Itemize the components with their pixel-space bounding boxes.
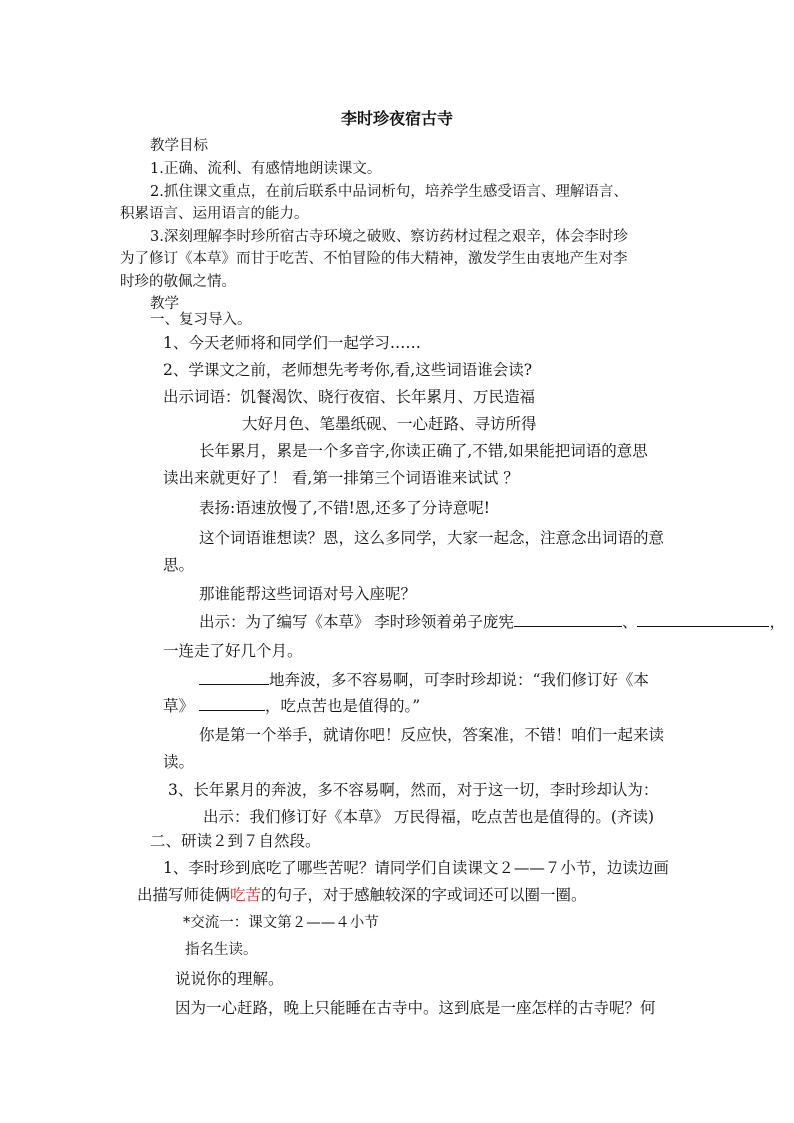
paragraph: 2、学课文之前，老师想先考考你,看,这些词语谁会读? — [163, 361, 533, 379]
fill-text: 草》 — [163, 697, 195, 715]
goal-item-1: 1.正确、流利、有感情地朗读课文。 — [150, 161, 382, 177]
paragraph: 因为一心赶路，晚上只能睡在古寺中。这到底是一座怎样的古寺呢？何 — [175, 999, 656, 1017]
goal-item-2: 2.抓住课文重点，在前后联系中品词析句，培养学生感受语言、理解语言、 — [150, 184, 628, 200]
fill-blank-line-1-cont: 一连走了好几个月。 — [163, 642, 303, 660]
answer-blank[interactable] — [637, 611, 769, 627]
answer-blank[interactable] — [514, 611, 622, 627]
fill-text: 出示：为了编写《本草》 李时珍领着弟子庞宪 — [199, 613, 514, 631]
paragraph: 长年累月，累是一个多音字,你读正确了,不错,如果能把词语的意思 — [199, 442, 648, 460]
fill-text: ， — [769, 613, 785, 631]
paragraph: 表扬:语速放慢了,不错!恩,还多了分诗意呢! — [199, 499, 491, 517]
show-sentence: 出示：我们修订好《本草》 万民得福，吃点苦也是值得的。(齐读) — [203, 808, 655, 826]
goal-item-3-cont-1: 为了修订《本草》而甘于吃苦、不怕冒险的伟大精神，激发学生由衷地产生对李 — [120, 251, 628, 267]
fill-blank-line-1 — [199, 611, 785, 633]
paragraph-cont: 读出来就更好了！ 看,第一排第三个词语谁来试试 ？ — [163, 469, 519, 487]
paragraph: 1、李时珍到底吃了哪些苦呢？请同学们自读课文２——７小节，边读边画 — [163, 859, 669, 877]
paragraph-cont: 思。 — [163, 556, 195, 574]
part-heading-2: 二、研读２到７自然段。 — [150, 832, 321, 850]
goal-item-2-cont: 积累语言、运用语言的能力。 — [120, 206, 309, 222]
fill-text: ，吃点苦也是值得的。” — [264, 697, 421, 715]
highlight-word: 吃苦 — [230, 886, 262, 904]
fill-text: 、 — [621, 613, 638, 631]
word-list-line-1: 出示词语：饥餐渴饮、晓行夜宿、长年累月、万民造福 — [163, 388, 536, 406]
paragraph: 这个词语谁想读？恩，这么多同学，大家一起念，注意念出词语的意 — [199, 529, 665, 547]
paragraph: 你是第一个举手，就请你吧！反应快，答案准，不错！咱们一起来读 — [199, 726, 665, 744]
goal-item-3: 3.深刻理解李时珍所宿古寺环境之破败、察访药材过程之艰辛，体会李时珍 — [150, 229, 628, 245]
fill-blank-line-2-cont — [163, 695, 420, 717]
answer-blank[interactable] — [199, 695, 265, 711]
paragraph: 1、今天老师将和同学们一起学习…… — [163, 334, 421, 352]
paragraph-cont: 读。 — [163, 753, 195, 771]
paragraph-cont — [137, 884, 587, 906]
paragraph: 指名生读。 — [185, 942, 258, 958]
part-heading-1: 一、复习导入。 — [150, 312, 252, 328]
paragraph-text: 的句子，对于感触较深的字或词还可以圈一圈。 — [261, 886, 587, 904]
paragraph: 那谁能帮这些词语对号入座呢？ — [199, 585, 417, 603]
paragraph: 说说你的理解。 — [175, 970, 284, 988]
fill-blank-line-2 — [199, 669, 649, 691]
fill-text: 地奔波，多不容易啊，可李时珍却说：“我们修订好《本 — [269, 671, 649, 689]
answer-blank[interactable] — [199, 669, 269, 685]
exchange-heading: *交流一：课文第２——４小节 — [183, 915, 379, 931]
goal-item-3-cont-2: 时珍的敬佩之情。 — [120, 274, 236, 290]
word-list-line-2: 大好月色、笔墨纸砚、一心赶路、寻访所得 — [242, 415, 537, 433]
document-title: 李时珍夜宿古寺 — [340, 109, 453, 128]
paragraph-text: 出描写师徒俩 — [137, 886, 231, 904]
section-heading-goals: 教学目标 — [150, 138, 208, 154]
paragraph: 3、长年累月的奔波，多不容易啊，然而，对于这一切，李时珍却认为： — [168, 781, 659, 799]
section-heading-teaching: 教学 — [150, 296, 179, 312]
